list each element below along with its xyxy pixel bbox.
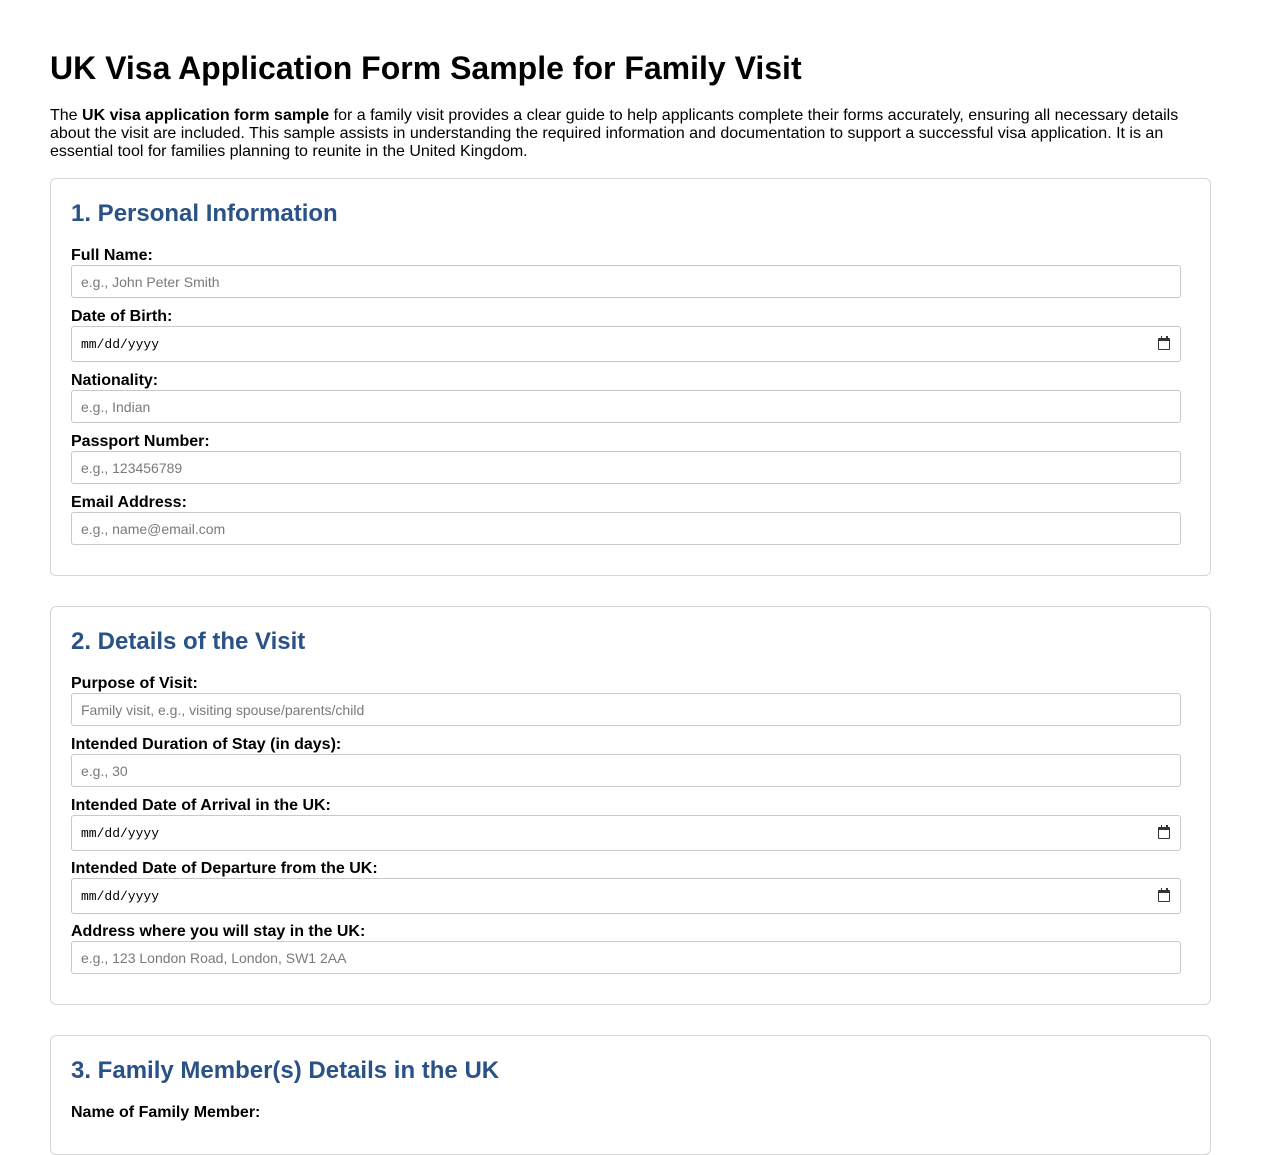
nationality-label: Nationality:	[71, 372, 159, 389]
calendar-icon[interactable]	[1158, 827, 1170, 839]
nationality-input[interactable]	[71, 390, 1181, 423]
passport-input[interactable]	[71, 451, 1181, 484]
duration-label: Intended Duration of Stay (in days):	[71, 736, 342, 753]
email-label: Email Address:	[71, 494, 187, 511]
calendar-icon[interactable]	[1158, 890, 1170, 902]
address-input[interactable]	[71, 941, 1181, 974]
full-name-input[interactable]	[71, 265, 1181, 298]
calendar-icon[interactable]	[1158, 338, 1170, 350]
departure-label: Intended Date of Departure from the UK:	[71, 860, 378, 877]
departure-date-input[interactable]	[71, 878, 1181, 914]
full-name-label: Full Name:	[71, 247, 153, 264]
page-title: UK Visa Application Form Sample for Family Visit	[50, 50, 802, 86]
purpose-input[interactable]	[71, 693, 1181, 726]
intro-paragraph	[50, 107, 1200, 161]
email-input[interactable]	[71, 512, 1181, 545]
purpose-label: Purpose of Visit:	[71, 675, 198, 692]
intro-bold: UK visa application form sample	[82, 107, 330, 124]
dob-date-text: mm/dd/yyyy	[81, 336, 160, 352]
passport-label: Passport Number:	[71, 433, 210, 450]
intro-rest: for a family visit provides a clear guide to help applicants complete their forms accurately, ensuring all necessary details about the visit are included. This sample assists in understanding the required information and documentation to support a successful visa application. It is an essential tool for families planning to reunite in the United Kingdom.	[50, 107, 1179, 160]
dob-date-input[interactable]	[71, 326, 1181, 362]
section-visit-details	[50, 606, 1211, 1005]
family-member-name-label: Name of Family Member:	[71, 1104, 261, 1121]
departure-date-text: mm/dd/yyyy	[81, 888, 160, 904]
arrival-date-input[interactable]	[71, 815, 1181, 851]
address-label: Address where you will stay in the UK:	[71, 923, 366, 940]
section-heading: 1. Personal Information	[71, 200, 338, 227]
section-heading: 2. Details of the Visit	[71, 628, 306, 655]
duration-input[interactable]	[71, 754, 1181, 787]
section-personal-information	[50, 178, 1211, 576]
arrival-date-text: mm/dd/yyyy	[81, 825, 160, 841]
arrival-label: Intended Date of Arrival in the UK:	[71, 797, 331, 814]
dob-label: Date of Birth:	[71, 308, 173, 325]
section-family-members	[50, 1035, 1211, 1155]
intro-prefix: The	[50, 107, 83, 124]
section-heading: 3. Family Member(s) Details in the UK	[71, 1057, 500, 1084]
